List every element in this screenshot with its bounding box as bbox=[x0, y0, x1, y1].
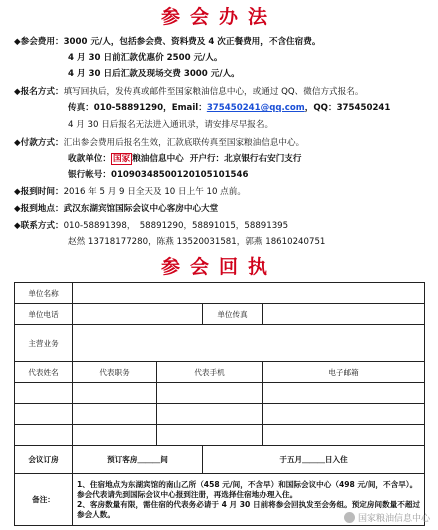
reg-qq: ，QQ：375450241 bbox=[304, 103, 391, 113]
rep-cell[interactable] bbox=[263, 383, 425, 404]
note-1: 1、住宿地点为东湖宾馆的南山乙所（458 元/间，不含早）和国际会议中心（498 元/间，不含早）。参会代表请先到国际会议中心报到注册，再选择住宿地办理入住。 bbox=[77, 479, 418, 499]
fee-line-2: 4 月 30 日前汇款优惠价 2500 元/人。 bbox=[68, 53, 223, 63]
rep-cell[interactable] bbox=[73, 404, 157, 425]
booking-date[interactable]: 于五月＿＿＿日入住 bbox=[203, 446, 425, 474]
pay-text-1: 汇出参会费用后报名生效，汇款底联传真至国家粮油信息中心。 bbox=[63, 138, 305, 148]
watermark-text: 国家粮油信息中心 bbox=[357, 514, 430, 524]
rep-cell[interactable] bbox=[73, 425, 157, 446]
time-label: ◆报到时间： bbox=[14, 187, 64, 197]
rep-cell[interactable] bbox=[157, 404, 263, 425]
unit-name-field[interactable] bbox=[73, 283, 425, 304]
pay-label: ◆付款方式： bbox=[14, 138, 64, 148]
reg-line-2 bbox=[68, 102, 390, 114]
fee-line-1 bbox=[14, 36, 320, 48]
unit-fax-label: 单位传真 bbox=[203, 304, 263, 325]
receipt-title: 参会回执 bbox=[160, 256, 277, 278]
receipt-form bbox=[14, 282, 425, 526]
fee-line-3: 4 月 30 日后汇款及现场交费 3000 元/人。 bbox=[68, 69, 240, 79]
rep-cell[interactable] bbox=[15, 404, 73, 425]
rep-cell[interactable] bbox=[157, 425, 263, 446]
place-line bbox=[14, 203, 218, 215]
reg-fax: 传真：010-58891290，Email： bbox=[68, 103, 207, 113]
rep-title-header: 代表职务 bbox=[73, 362, 157, 383]
pay-line-1 bbox=[14, 137, 304, 149]
fee-text-1: 3000 元/人，包括参会费、资料费及 4 次正餐费用，不含住宿费。 bbox=[63, 37, 321, 47]
contact-phones: 010-58891398， 58891290，58891015，58891395 bbox=[63, 221, 289, 231]
wechat-icon bbox=[344, 512, 355, 523]
watermark bbox=[344, 511, 430, 524]
main-business-label: 主营业务 bbox=[15, 325, 73, 362]
booking-label: 会议订房 bbox=[15, 446, 73, 474]
rep-cell[interactable] bbox=[157, 383, 263, 404]
notes-label: 备注： bbox=[15, 474, 73, 526]
rep-cell[interactable] bbox=[15, 425, 73, 446]
reg-label: ◆报名方式： bbox=[14, 87, 64, 97]
unit-phone-label: 单位电话 bbox=[15, 304, 73, 325]
payee-name: 粮油信息中心 bbox=[132, 154, 184, 164]
bank-name: 开户行：北京银行右安门支行 bbox=[189, 154, 302, 164]
rep-cell[interactable] bbox=[15, 383, 73, 404]
contact-label: ◆联系方式： bbox=[14, 221, 64, 231]
rep-cell[interactable] bbox=[263, 425, 425, 446]
reg-text-1: 填写回执后，发传真或邮件至国家粮油信息中心，或通过 QQ、微信方式报名。 bbox=[63, 87, 364, 97]
pay-line-2 bbox=[68, 153, 301, 165]
email-link[interactable]: 375450241@qq.com bbox=[206, 103, 305, 113]
booking-rooms[interactable]: 预订客房＿＿＿间 bbox=[73, 446, 203, 474]
reg-line-1 bbox=[14, 86, 363, 98]
unit-phone-field[interactable] bbox=[73, 304, 203, 325]
reg-line-3: 4 月 30 日后报名无法进入通讯录，请安排尽早报名。 bbox=[68, 120, 274, 130]
time-value: 2016 年 5 月 9 日全天及 10 日上午 10 点前。 bbox=[63, 187, 246, 197]
note-2: 2、客房数量有限，需住宿的代表务必请于 4 月 30 日前将参会回执发至会务组。预定房间数量不超过参会人数。 bbox=[77, 499, 421, 519]
payee-label: 收款单位： bbox=[68, 154, 111, 164]
contact-line-2: 赵然 13718177280，陈燕 13520031581，郭燕 18610240751 bbox=[68, 237, 326, 247]
rep-mobile-header: 代表手机 bbox=[157, 362, 263, 383]
time-line bbox=[14, 186, 246, 198]
unit-name-label: 单位名称 bbox=[15, 283, 73, 304]
contact-line-1 bbox=[14, 220, 288, 232]
place-value: 武汉东湖宾馆国际会议中心客房中心大堂 bbox=[63, 204, 219, 214]
rep-cell[interactable] bbox=[263, 404, 425, 425]
payee-highlight: 国家 bbox=[112, 154, 131, 164]
pay-line-3: 银行帐号：01090348500120105101546 bbox=[68, 170, 249, 180]
rep-cell[interactable] bbox=[73, 383, 157, 404]
main-business-field[interactable] bbox=[73, 325, 425, 362]
fee-label: ◆参会费用： bbox=[14, 37, 64, 47]
unit-fax-field[interactable] bbox=[263, 304, 425, 325]
rep-name-header: 代表姓名 bbox=[15, 362, 73, 383]
place-label: ◆报到地点： bbox=[14, 204, 64, 214]
email-header: 电子邮箱 bbox=[263, 362, 425, 383]
page-title: 参会办法 bbox=[160, 6, 277, 28]
